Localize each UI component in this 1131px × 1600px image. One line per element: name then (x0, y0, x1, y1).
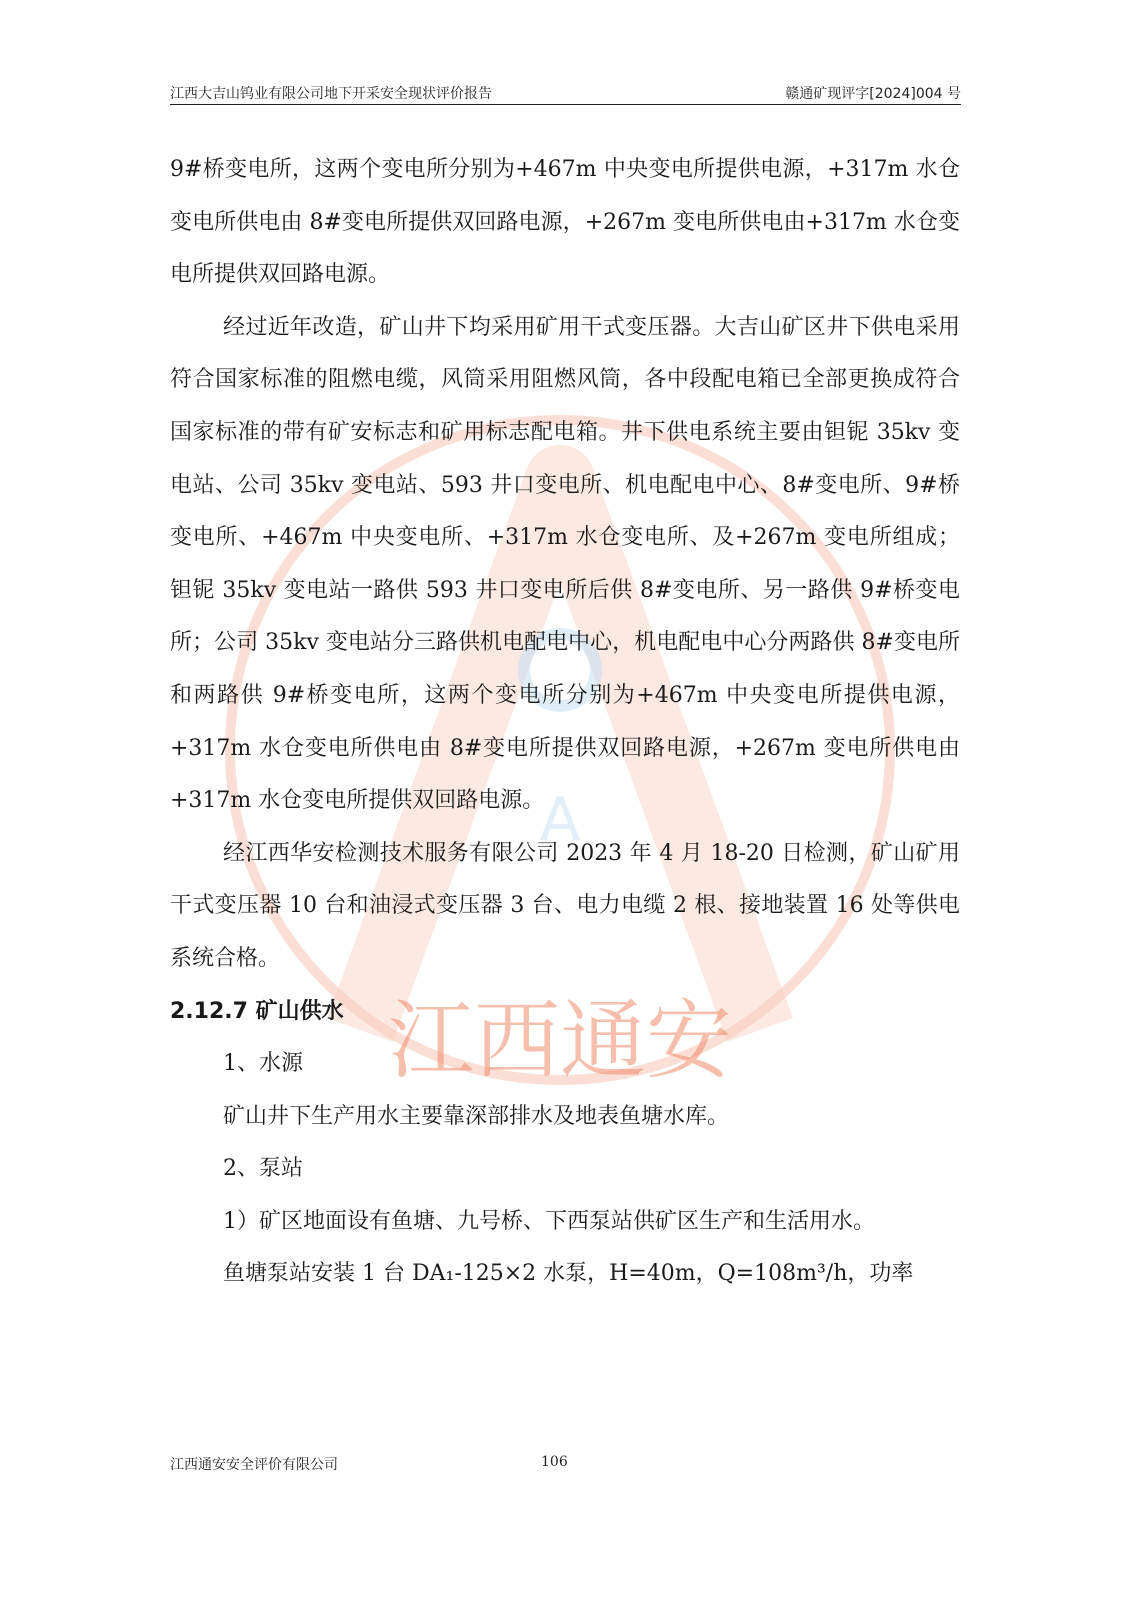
stamp-center-text: 江西通安 (388, 991, 732, 1091)
page-number: 106 (541, 1454, 568, 1470)
paragraph-fishpond-pump: 鱼塘泵站安装 1 台 DA₁-125×2 水泵，H=40m，Q=108m³/h，功率 (223, 1261, 914, 1287)
header-rule (170, 104, 961, 105)
paragraph-power-system: 经过近年改造，矿山井下均采用矿用干式变压器。大吉山矿区井下供电采用符合国家标准的阻燃电缆，风筒采用阻燃风筒，各中段配电箱已全部更换成符合国家标准的带有矿安标志和矿用标志配电箱。井下供电系统主要由钽铌 35kv 变电站、公司 35kv 变电站、593 井口变电所、机电配电中心、8#变电所、9#桥变电所、+467m 中央变电所、+317m 水仓变电所、及+267m 变电所组成；钽铌 35kv 变电站一路供 593 井口变电所后供 8#变电所、另一路供 9#桥变电所；公司 35kv 变电站分三路供机电配电中心，机电配电中心分两路供 8#变电所和两路供 9#桥变电所，这两个变电所分别为+467m 中央变电所提供电源，+317m 水仓变电所供电由 8#变电所提供双回路电源，+267m 变电所供电由+317m 水仓变电所提供双回路电源。 (170, 314, 960, 814)
paragraph-inspection: 经江西华安检测技术服务有限公司 2023 年 4 月 18-20 日检测，矿山矿用干式变压器 10 台和油浸式变压器 3 台、电力电缆 2 根、接地装置 16 处等供电系统合格。 (170, 840, 960, 971)
subheading-pump-station: 2、泵站 (223, 1156, 303, 1182)
document-body (170, 144, 960, 1301)
svg-text:A: A (539, 785, 581, 855)
footer-company: 江西通安安全评价有限公司 (170, 1457, 338, 1473)
page-header (170, 79, 961, 105)
header-report-number: 赣通矿现评字[2024]004 号 (785, 86, 961, 102)
paragraph-power-continued: 9#桥变电所，这两个变电所分别为+467m 中央变电所提供电源，+317m 水仓变电所供电由 8#变电所提供双回路电源，+267m 变电所供电由+317m 水仓变电所提供双回路电源。 (170, 157, 960, 288)
paragraph-water-source: 矿山井下生产用水主要靠深部排水及地表鱼塘水库。 (223, 1103, 730, 1129)
paragraph-pump-stations: 1）矿区地面设有鱼塘、九号桥、下西泵站供矿区生产和生活用水。 (223, 1208, 875, 1234)
header-report-title: 江西大吉山钨业有限公司地下开采安全现状评价报告 (170, 86, 492, 102)
section-heading-water-supply: 2.12.7 矿山供水 (170, 998, 344, 1024)
subheading-water-source: 1、水源 (223, 1051, 303, 1077)
